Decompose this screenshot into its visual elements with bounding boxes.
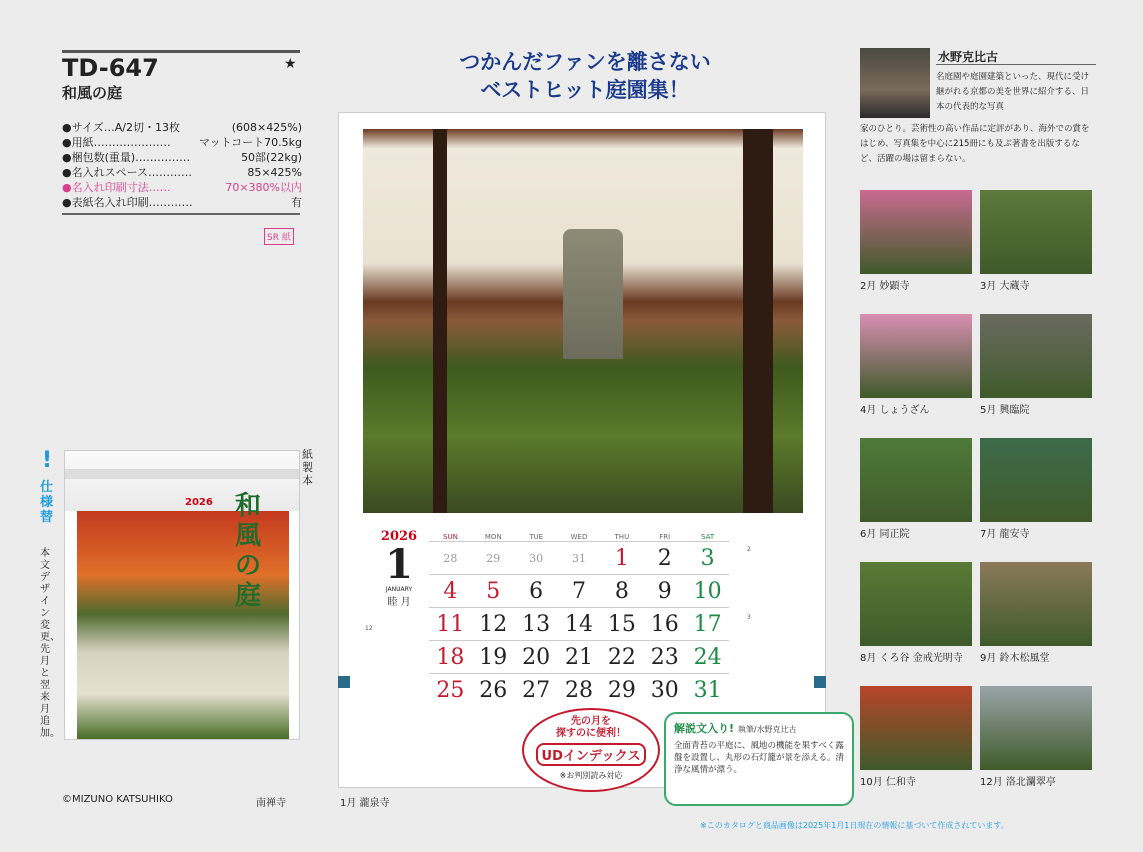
weekday-label: THU — [614, 533, 630, 541]
thumbnail-photo — [980, 562, 1092, 646]
month-thumbnail — [860, 686, 972, 786]
calendar-photo — [363, 129, 803, 513]
thumbnail-photo — [860, 314, 972, 398]
headline-line1: つかんだファンを離さない — [459, 50, 711, 74]
calendar-day: 5 — [486, 579, 501, 604]
calendar-day: 2 — [657, 546, 672, 571]
spec-item — [62, 195, 302, 210]
calendar-week-row — [429, 574, 729, 607]
spec-value: (608×425%) — [231, 121, 302, 134]
spec-change-desc: 本文デザイン変更、先月と翌来月追加。 — [40, 548, 60, 739]
thumbnail-caption: 10月 仁和寺 — [860, 777, 916, 788]
weekday-label: WED — [570, 533, 588, 541]
month-block — [369, 529, 429, 608]
calendar-day: 17 — [693, 612, 722, 637]
calendar-day: 31 — [572, 552, 586, 565]
mini-next2-title: 3 — [747, 614, 751, 621]
thumbnail-photo — [860, 562, 972, 646]
spec-item — [62, 165, 302, 180]
wood-post — [743, 129, 773, 513]
calendar-day: 23 — [650, 645, 679, 670]
thumbnail-caption: 12月 洛北瀾翠亭 — [980, 777, 1056, 788]
month-en: JANUARY — [385, 586, 413, 593]
stone-lantern — [563, 229, 623, 359]
calendar-day: 3 — [700, 546, 715, 571]
thumbnail-photo — [980, 686, 1092, 770]
thumbnail-photo — [980, 314, 1092, 398]
cover-header-bar — [65, 469, 299, 479]
commentary-author: 執筆/水野克比古 — [737, 725, 797, 734]
spec-label: ●名入れ印刷寸法…… — [62, 181, 171, 194]
mini-calendar-next2 — [747, 613, 809, 622]
calendar-day: 24 — [693, 645, 722, 670]
calendar-day: 29 — [486, 552, 501, 565]
spec-item — [62, 135, 302, 150]
wood-post — [433, 129, 447, 513]
mini-calendar-next1 — [747, 545, 809, 554]
calendar-day: 27 — [522, 678, 551, 703]
headline-line2: ベストヒット庭園集！ — [480, 78, 690, 102]
spec-value: 85×425% — [247, 166, 302, 179]
footnote: ※このカタログと商品画像は2025年1月1日現在の情報に基づいて作成されています。 — [700, 821, 1009, 830]
headline — [380, 48, 790, 104]
mini-calendar-prev — [365, 625, 415, 633]
thumbnail-caption: 4月 しょうざん — [860, 405, 930, 416]
january-caption: 1月 瀧泉寺 — [340, 798, 390, 809]
calendar-day: 8 — [614, 579, 629, 604]
author-bio-cont: 家のひとり。芸術性の高い作品に定評があり、海外での賞をはじめ、写真集を中心に215冊にも及ぶ著書を出版するなど、活躍の場は留まらない。 — [860, 124, 1090, 164]
author-rule — [936, 64, 1096, 65]
star-mark: ★ — [284, 56, 297, 72]
index-tab-left — [338, 676, 350, 688]
calendar-day: 19 — [479, 645, 508, 670]
weekday-label: SUN — [443, 533, 458, 541]
thumbnail-photo — [860, 686, 972, 770]
weekday-label: MON — [484, 533, 502, 541]
exclamation-icon: ! — [42, 448, 53, 473]
top-rule — [62, 50, 300, 53]
spec-label: ●用紙………………… — [62, 136, 171, 149]
spec-change-title: 仕様替 — [40, 480, 54, 525]
author-bio: 名庭園や庭園建築といった、現代に受け継がれる京都の美を世界に紹介する、日本の代表的な写真 — [936, 72, 1090, 112]
cover-image — [64, 450, 300, 740]
calendar-day: 25 — [436, 678, 465, 703]
thumbnail-photo — [860, 190, 972, 274]
spec-value: 50部(22kg) — [241, 151, 302, 164]
cover-temple-caption: 南禅寺 — [256, 798, 286, 809]
month-thumbnail — [860, 314, 972, 414]
thumbnail-caption: 5月 興臨院 — [980, 405, 1030, 416]
month-thumbnail — [980, 438, 1092, 538]
thumbnail-caption: 8月 くろ谷 金戒光明寺 — [860, 653, 963, 664]
weekday-header — [429, 533, 729, 541]
commentary-title-text: 解説文入り! — [674, 722, 735, 735]
spec-value: 有 — [291, 196, 302, 209]
calendar-day: 11 — [436, 612, 465, 637]
weekday-label: FRI — [659, 533, 671, 541]
product-name: 和風の庭 — [62, 84, 123, 102]
calendar-day: 10 — [693, 579, 722, 604]
ud-index-badge — [522, 708, 660, 792]
spec-label: ●名入れスペース………… — [62, 166, 193, 179]
thumbnail-caption: 7月 龍安寺 — [980, 529, 1030, 540]
spec-item — [62, 150, 302, 165]
calendar-day: 28 — [565, 678, 593, 703]
mini-next1-title: 2 — [747, 546, 751, 553]
calendar-week-row — [429, 673, 729, 706]
month-thumbnail — [860, 562, 972, 662]
calendar-day: 26 — [479, 678, 508, 703]
index-tab-right — [814, 676, 826, 688]
spec-value: マットコート70.5kg — [199, 136, 302, 149]
calendar-page — [338, 112, 826, 788]
calendar-day: 1 — [614, 546, 629, 571]
calendar-day: 30 — [529, 552, 544, 565]
calendar-day: 28 — [443, 552, 458, 565]
calendar-week-row — [429, 541, 729, 574]
thumbnail-photo — [860, 438, 972, 522]
calendar-year: 2026 — [380, 529, 418, 544]
calendar-day: 6 — [529, 579, 544, 604]
commentary-title — [674, 720, 844, 736]
ud-badge-line2: UDインデックス — [536, 743, 647, 766]
spec-list — [62, 120, 302, 210]
calendar-day: 7 — [572, 579, 586, 604]
cover-title: 和風の庭 — [235, 491, 262, 611]
calendar-day: 18 — [436, 645, 465, 670]
spec-label: ●梱包数(重量)…………… — [62, 151, 191, 164]
spec-rule — [62, 213, 300, 215]
calendar-day: 14 — [565, 612, 593, 637]
commentary-box — [664, 712, 854, 806]
month-jp: 睦 月 — [387, 597, 411, 608]
calendar-week-row — [429, 607, 729, 640]
month-thumbnail — [860, 190, 972, 290]
calendar-week-row — [429, 640, 729, 673]
spec-label: ●表紙名入れ印刷………… — [62, 196, 193, 209]
spec-item — [62, 180, 302, 195]
commentary-body: 全面青苔の平庭に、風地の機能を果すべく露盤を設置し、丸形の石灯籠が景を添える。清浄な風情が漂う。 — [674, 741, 845, 775]
ud-badge-line1: 先の月を 探すのに便利！ — [556, 716, 626, 739]
weekday-label: TUE — [529, 533, 544, 541]
month-thumbnail — [980, 190, 1092, 290]
calendar-day: 30 — [650, 678, 679, 703]
calendar-day: 31 — [693, 678, 722, 703]
thumbnail-caption: 6月 同正院 — [860, 529, 910, 540]
calendar-grid — [429, 533, 729, 706]
month-thumbnail — [980, 686, 1092, 786]
thumbnail-caption: 2月 妙顕寺 — [860, 281, 910, 292]
author-photo — [860, 48, 930, 118]
calendar-month: 1 — [385, 541, 413, 588]
product-code: TD-647 — [62, 54, 159, 82]
calendar-day: 15 — [607, 612, 636, 637]
calendar-day: 16 — [650, 612, 679, 637]
spec-label: ●サイズ…A/2切・13枚 — [62, 121, 180, 134]
calendar-day: 12 — [479, 612, 508, 637]
paper-binding-label: 紙製本 — [302, 448, 313, 487]
calendar-day: 21 — [565, 645, 593, 670]
photo-credit: ©MIZUNO KATSUHIKO — [62, 794, 173, 805]
month-thumbnail — [860, 438, 972, 538]
thumbnail-caption: 3月 大蔵寺 — [980, 281, 1030, 292]
calendar-day: 4 — [443, 579, 458, 604]
ud-badge-line3: ※お判別読み対応 — [559, 771, 623, 780]
paper-badge: SR 紙 — [264, 228, 294, 245]
calendar-day: 22 — [607, 645, 636, 670]
month-thumbnail — [980, 562, 1092, 662]
thumbnail-photo — [980, 438, 1092, 522]
thumbnail-caption: 9月 鈴木松風堂 — [980, 653, 1050, 664]
weekday-label: SAT — [701, 533, 715, 541]
spec-value: 70×380%以内 — [225, 181, 302, 194]
cover-year: 2026 — [185, 497, 213, 508]
thumbnail-photo — [980, 190, 1092, 274]
calendar-day: 20 — [522, 645, 551, 670]
calendar-day: 9 — [657, 579, 672, 604]
author-name: 水野克比古 — [938, 50, 999, 64]
calendar-day: 29 — [607, 678, 636, 703]
month-thumbnail — [980, 314, 1092, 414]
mini-prev-title: 12 — [365, 625, 373, 632]
spec-item — [62, 120, 302, 135]
calendar-day: 13 — [522, 612, 551, 637]
